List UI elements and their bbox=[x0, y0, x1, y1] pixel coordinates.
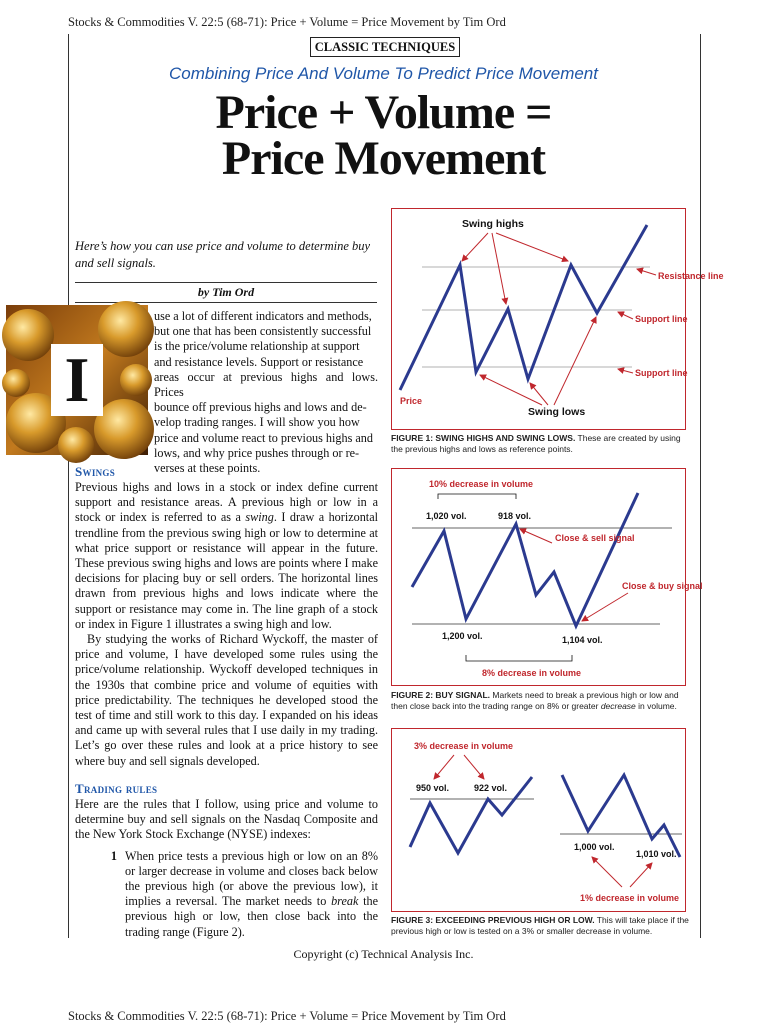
figure-2 bbox=[391, 468, 703, 686]
swing-highs-label: Swing highs bbox=[462, 218, 524, 230]
figure-3 bbox=[391, 728, 686, 912]
intro-paragraph bbox=[154, 309, 378, 476]
rule-1-number: 1 bbox=[110, 848, 117, 863]
figure-1 bbox=[391, 208, 724, 430]
intro-line: lows, and why price pushes through or re- bbox=[154, 445, 360, 460]
figure-3-caption: FIGURE 3: EXCEEDING PREVIOUS HIGH OR LOW. This will take place if the previous high or low is tested on a 3% or smaller decrease in volume. bbox=[391, 915, 689, 936]
support-line-label-2: Support line bbox=[635, 368, 688, 378]
figure-1-caption: FIGURE 1: SWING HIGHS AND SWING LOWS. These are created by using the previous highs and lows as reference points. bbox=[391, 433, 681, 454]
close-buy-label: Close & buy signal bbox=[622, 581, 703, 591]
fig2-top-decrease: 10% decrease in volume bbox=[429, 479, 534, 489]
figure-2-caption: FIGURE 2: BUY SIGNAL. Markets need to break a previous high or low and then close back into the trading range on 8% or greater decrease in volume. bbox=[391, 690, 679, 711]
subhead: Combining Price And Volume To Predict Price Movement bbox=[169, 64, 598, 83]
running-foot: Stocks & Commodities V. 22:5 (68-71): Price + Volume = Price Movement by Tim Ord bbox=[68, 1009, 506, 1023]
fig3-top-decrease: 3% decrease in volume bbox=[414, 741, 514, 751]
resistance-line-label: Resistance line bbox=[658, 271, 724, 281]
rule-1 bbox=[75, 849, 378, 940]
intro-line: verses at these points. bbox=[154, 461, 261, 476]
rule-1-text: When price tests a previous high or low on an 8% or larger decrease in volume and closes back below the previous high (or above the previous low), it implies a reversal. The market needs to break the previous high or low, then close back into the trading range (Figure 2). bbox=[125, 848, 379, 939]
article-title bbox=[68, 86, 699, 185]
fig3-bottom-decrease: 1% decrease in volume bbox=[580, 893, 680, 903]
intro-line: use a lot of different indicators and methods, bbox=[154, 309, 372, 323]
intro-line: and resistance levels. Support or resistance bbox=[154, 354, 364, 369]
close-sell-label: Close & sell signal bbox=[555, 533, 635, 543]
intro-line: is the price/volume relationship at support bbox=[154, 339, 360, 354]
drop-cap bbox=[6, 305, 148, 455]
drop-cap-letter: I bbox=[51, 344, 103, 416]
vol-1104-label: 1,104 vol. bbox=[562, 635, 603, 645]
fig2-bottom-decrease: 8% decrease in volume bbox=[482, 668, 582, 678]
intro-line: bounce off previous highs and lows and de- bbox=[154, 400, 367, 415]
vol-1000-label: 1,000 vol. bbox=[574, 842, 615, 852]
trading-rules-section bbox=[75, 781, 378, 940]
support-line-label-1: Support line bbox=[635, 314, 688, 324]
vol-918-label: 918 vol. bbox=[498, 511, 532, 521]
intro-line: price and volume react to previous highs and bbox=[154, 430, 373, 445]
deck: Here’s how you can use price and volume to determine buy and sell signals. bbox=[75, 239, 371, 270]
vol-950-label: 950 vol. bbox=[416, 783, 450, 793]
intro-line: areas occur at previous highs and lows. Prices bbox=[154, 369, 378, 400]
vol-1020-label: 1,020 vol. bbox=[426, 511, 467, 521]
swings-heading: Swings bbox=[75, 464, 116, 479]
vol-922-label: 922 vol. bbox=[474, 783, 508, 793]
byline: by Tim Ord bbox=[75, 282, 377, 303]
trading-rules-paragraph: Here are the rules that I follow, using price and volume to determine buy and sell signals on the Nasdaq Composite and the New York Stock Exchange (NYSE) indexes: bbox=[75, 797, 378, 842]
intro-line: velop trading ranges. I will show you how bbox=[154, 415, 360, 430]
running-head: Stocks & Commodities V. 22:5 (68-71): Price + Volume = Price Movement by Tim Ord bbox=[68, 15, 506, 29]
price-line bbox=[400, 225, 647, 390]
swings-paragraph-1: Previous highs and lows in a stock or index define current support and resistance areas. A previous high or low in a stock or index is referred to as a swing. I draw a horizontal trendline from the previous swing high or low to determine at what price support or resistance will appear in the future. These previous swing highs and lows are points where I make decisions for placing buy or sell orders. The horizontal lines drawn from previous highs and lows indicate where the support or resistance may come in. The line graph of a stock or index in Figure 1 illustrates a swing high and low. bbox=[75, 480, 378, 631]
copyright: Copyright (c) Technical Analysis Inc. bbox=[293, 947, 474, 961]
title-line-1: Price + Volume = bbox=[215, 86, 552, 139]
intro-line: but one that has been consistently successful bbox=[154, 324, 372, 339]
swings-paragraph-2: By studying the works of Richard Wyckoff, the master of price and volume, I have developed some rules using the price/volume relationship. Wyckoff developed techniques in the 1930s that combine price and volume of equities with price predictability. The techniques he developed stood the test of time and still work to this day. I expanded on his ideas and came up with several rules that I use daily in my trading. Let’s go over these rules and look at a price history to see where buy and sell signals developed. bbox=[75, 632, 378, 768]
swing-lows-label: Swing lows bbox=[528, 406, 586, 418]
price-label: Price bbox=[400, 396, 423, 406]
swings-section bbox=[75, 464, 378, 769]
trading-rules-heading: Trading rules bbox=[75, 781, 158, 796]
title-line-2: Price Movement bbox=[221, 132, 546, 185]
section-label: CLASSIC TECHNIQUES bbox=[310, 37, 460, 57]
vol-1010-label: 1,010 vol. bbox=[636, 849, 677, 859]
vol-1200-label: 1,200 vol. bbox=[442, 631, 483, 641]
